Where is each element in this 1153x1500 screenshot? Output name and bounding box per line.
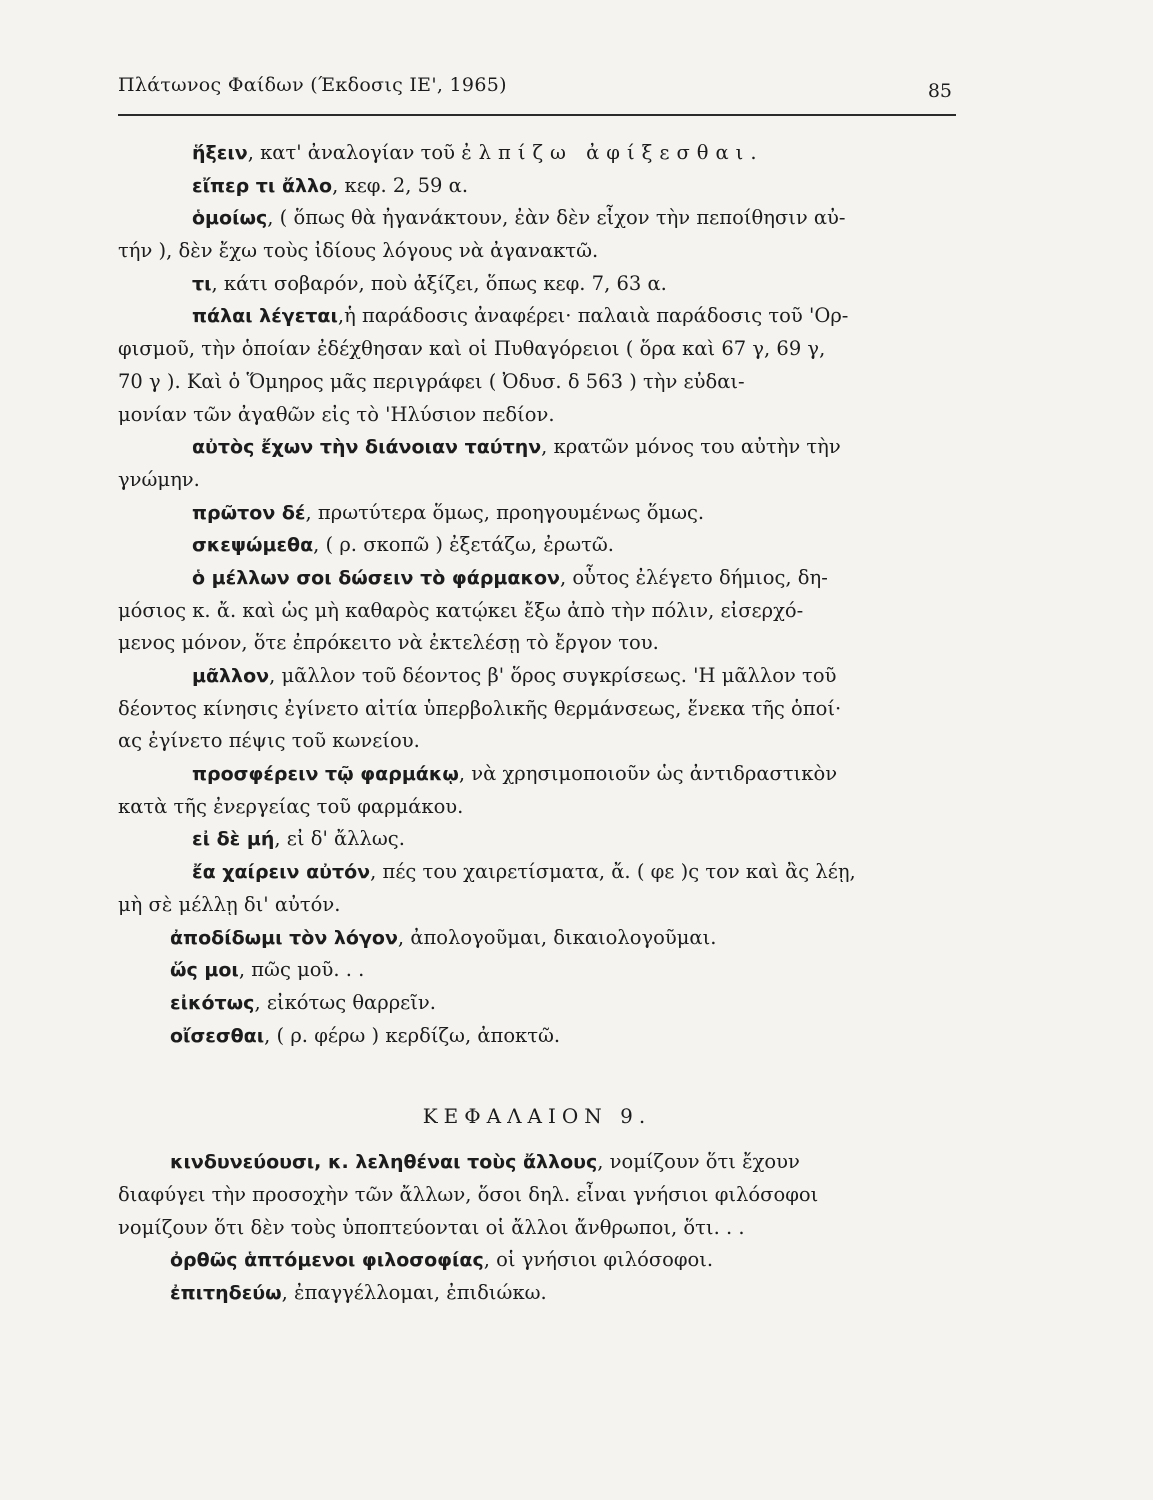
- headword: προσφέρειν τῷ φαρμάκῳ: [192, 763, 459, 786]
- text-line: [118, 922, 956, 955]
- text-line: [118, 1146, 956, 1179]
- text-line: [118, 333, 956, 366]
- headword: εἰκότως: [170, 991, 255, 1014]
- glossary-entry: [118, 660, 956, 758]
- gloss-text: μενος μόνον, ὅτε ἐπρόκειτο νὰ ἐκτελέσῃ τὸ ἔργον του.: [118, 631, 659, 655]
- headword: ὥς μοι: [170, 959, 239, 982]
- glossary-entry: [118, 1020, 956, 1053]
- text-line: [118, 170, 956, 203]
- text-line: [118, 235, 956, 268]
- text-line: [118, 791, 956, 824]
- text-line: [118, 1212, 956, 1245]
- headword: σκεψώμεθα: [192, 534, 314, 557]
- headword: οἴσεσθαι: [170, 1024, 265, 1047]
- glossary-entry: [118, 922, 956, 955]
- gloss-text: κατὰ τῆς ἐνεργείας τοῦ φαρμάκου.: [118, 794, 464, 818]
- text-line: [118, 202, 956, 235]
- gloss-text: , κατ' ἀναλογίαν τοῦ: [247, 141, 462, 164]
- glossary-entry: [118, 954, 956, 987]
- headword: αὐτὸς ἔχων τὴν διάνοιαν ταύτην: [192, 436, 542, 459]
- gloss-text: , ἀπολογοῦμαι, δικαιολογοῦμαι.: [397, 925, 717, 949]
- glossary-entry: [118, 856, 956, 921]
- headword: ὁ μέλλων σοι δώσειν τὸ φάρμακον: [192, 566, 560, 589]
- gloss-text: μονίαν τῶν ἀγαθῶν εἰς τὸ 'Ηλύσιον πεδίον.: [118, 402, 555, 426]
- glossary-entries: [118, 137, 956, 1052]
- text-line: [118, 562, 956, 595]
- gloss-text: γνώμην.: [118, 467, 200, 491]
- text-line: [118, 758, 956, 791]
- headword: ἐπιτηδεύω: [170, 1282, 282, 1304]
- text-line: [118, 1020, 956, 1053]
- text-line: [118, 1244, 956, 1277]
- gloss-text: φισμοῦ, τὴν ὁποίαν ἐδέχθησαν καὶ οἱ Πυθαγόρειοι ( ὅρα καὶ 67 γ, 69 γ,: [118, 337, 826, 361]
- headword: ἀποδίδωμι τὸν λόγον: [170, 926, 398, 949]
- gloss-text: , κάτι σοβαρόν, ποὺ ἀξίζει, ὅπως κεφ. 7, 63 α.: [211, 271, 667, 295]
- gloss-text: , ( ρ. φέρω ) κερδίζω, ἀποκτῶ.: [264, 1023, 561, 1047]
- text-line: [118, 823, 956, 856]
- glossary-entry: [118, 987, 956, 1020]
- gloss-text: , κεφ. 2, 59 α.: [332, 173, 469, 197]
- gloss-text: , μᾶλλον τοῦ δέοντος β' ὅρος συγκρίσεως. 'Η μᾶλλον τοῦ: [269, 664, 837, 687]
- text-line: [118, 1277, 956, 1310]
- gloss-text: διαφύγει τὴν προσοχὴν τῶν ἄλλων, ὅσοι δηλ. εἶναι γνήσιοι φιλόσοφοι: [118, 1182, 819, 1206]
- gloss-text: , ἐπαγγέλλομαι, ἐπιδιώκω.: [281, 1281, 547, 1304]
- text-line: [118, 431, 956, 464]
- glossary-entry: [118, 137, 956, 170]
- gloss-text: ,ἡ παράδοσις ἀναφέρει· παλαιὰ παράδοσις τοῦ 'Ορ-: [337, 304, 849, 328]
- headword: πάλαι λέγεται: [192, 305, 338, 328]
- gloss-text: , πρωτύτερα ὅμως, προηγουμένως ὅμως.: [305, 500, 705, 524]
- gloss-text: μὴ σὲ μέλλῃ δι' αὐτόν.: [118, 892, 341, 916]
- text-line: [118, 660, 956, 693]
- glossary-entry: [118, 758, 956, 823]
- headword: τι: [192, 272, 212, 295]
- gloss-text: , ( ὅπως θὰ ἠγανάκτουν, ἐὰν δὲν εἶχον τὴν πεποίθησιν αὐ-: [267, 206, 846, 230]
- gloss-text: νομίζουν ὅτι δὲν τοὺς ὑποπτεύονται οἱ ἄλλοι ἄνθρωποι, ὅτι. . .: [118, 1215, 745, 1239]
- gloss-text: ας ἐγίνετο πέψις τοῦ κωνείου.: [118, 729, 420, 753]
- gloss-text: , οἱ γνήσιοι φιλόσοφοι.: [483, 1248, 714, 1272]
- page-number: 85: [927, 80, 952, 102]
- gloss-text: 70 γ ). Καὶ ὁ Ὅμηρος μᾶς περιγράφει ( Ὀδυσ. δ 563 ) τὴν εὐδαι-: [118, 369, 745, 393]
- glossary-entry: [118, 431, 956, 496]
- glossary-entry: [118, 1277, 956, 1310]
- headword: ἔα χαίρειν αὐτόν: [192, 861, 371, 884]
- text-line: [118, 529, 956, 562]
- document-body: [118, 137, 956, 1310]
- headword: μᾶλλον: [192, 665, 270, 687]
- gloss-text: , εἰκότως θαρρεῖν.: [254, 990, 436, 1014]
- glossary-entry: [118, 1146, 956, 1244]
- gloss-text: , νὰ χρησιμοποιοῦν ὡς ἀντιδραστικὸν: [458, 762, 838, 786]
- text-line: [118, 366, 956, 399]
- gloss-text: , εἰ δ' ἄλλως.: [274, 827, 405, 851]
- gloss-text: ἐλπίζω ἀφίξεσθαι.: [461, 141, 764, 164]
- glossary-entry: [118, 202, 956, 267]
- text-line: [118, 693, 956, 726]
- text-line: [118, 268, 956, 301]
- gloss-text: , πές του χαιρετίσματα, ἄ. ( φε )ς τον καὶ ἂς λέῃ,: [370, 860, 856, 884]
- text-line: [118, 464, 956, 497]
- gloss-text: , οὗτος ἐλέγετο δήμιος, δη-: [559, 565, 828, 589]
- glossary-entry: [118, 497, 956, 530]
- chapter-heading: ΚΕΦΑΛΑΙΟΝ 9.: [422, 1104, 652, 1129]
- glossary-entry: [118, 823, 956, 856]
- gloss-text: , κρατῶν μόνος του αὐτὴν τὴν: [541, 435, 841, 459]
- header-title: Πλάτωνος Φαίδων (Έκδοσις ΙΕ', 1965): [118, 74, 507, 96]
- running-header: [118, 70, 956, 116]
- text-line: [118, 954, 956, 987]
- chapter-glossary-entries: [118, 1146, 956, 1309]
- glossary-entry: [118, 268, 956, 301]
- glossary-entry: [118, 170, 956, 203]
- headword: ἥξειν: [192, 142, 248, 164]
- gloss-text: μόσιος κ. ἄ. καὶ ὡς μὴ καθαρὸς κατῴκει ἔξω ἀπὸ τὴν πόλιν, εἰσερχό-: [118, 598, 804, 622]
- gloss-text: τήν ), δὲν ἔχω τοὺς ἰδίους λόγους νὰ ἀγανακτῶ.: [118, 239, 599, 263]
- text-line: [118, 300, 956, 333]
- headword: εἴπερ τι ἄλλο: [192, 174, 333, 197]
- glossary-entry: [118, 1244, 956, 1277]
- text-line: [118, 627, 956, 660]
- headword: πρῶτον δέ: [192, 501, 306, 524]
- glossary-entry: [118, 562, 956, 660]
- glossary-entry: [118, 529, 956, 562]
- text-line: [118, 987, 956, 1020]
- section-gap: [118, 1052, 956, 1086]
- text-line: [118, 497, 956, 530]
- text-line: [118, 725, 956, 758]
- text-line: [118, 595, 956, 628]
- gloss-text: , νομίζουν ὅτι ἔχουν: [597, 1150, 800, 1174]
- text-line: [118, 889, 956, 922]
- gloss-text: , πῶς μοῦ. . .: [238, 958, 365, 982]
- gloss-text: , ( ρ. σκοπῶ ) ἐξετάζω, ἐρωτῶ.: [313, 533, 615, 557]
- headword: κινδυνεύουσι, κ. λεληθέναι τοὺς ἄλλους: [170, 1151, 598, 1174]
- text-line: [118, 137, 956, 170]
- text-line: [118, 399, 956, 432]
- headword: ὁμοίως: [192, 207, 268, 230]
- text-line: [118, 856, 956, 889]
- headword: εἰ δὲ μή: [192, 828, 275, 851]
- gloss-text: δέοντος κίνησις ἐγίνετο αἰτία ὑπερβολικῆς θερμάνσεως, ἕνεκα τῆς ὁποί·: [118, 696, 842, 720]
- glossary-entry: [118, 300, 956, 431]
- text-line: [118, 1179, 956, 1212]
- headword: ὀρθῶς ἁπτόμενοι φιλοσοφίας: [170, 1249, 484, 1272]
